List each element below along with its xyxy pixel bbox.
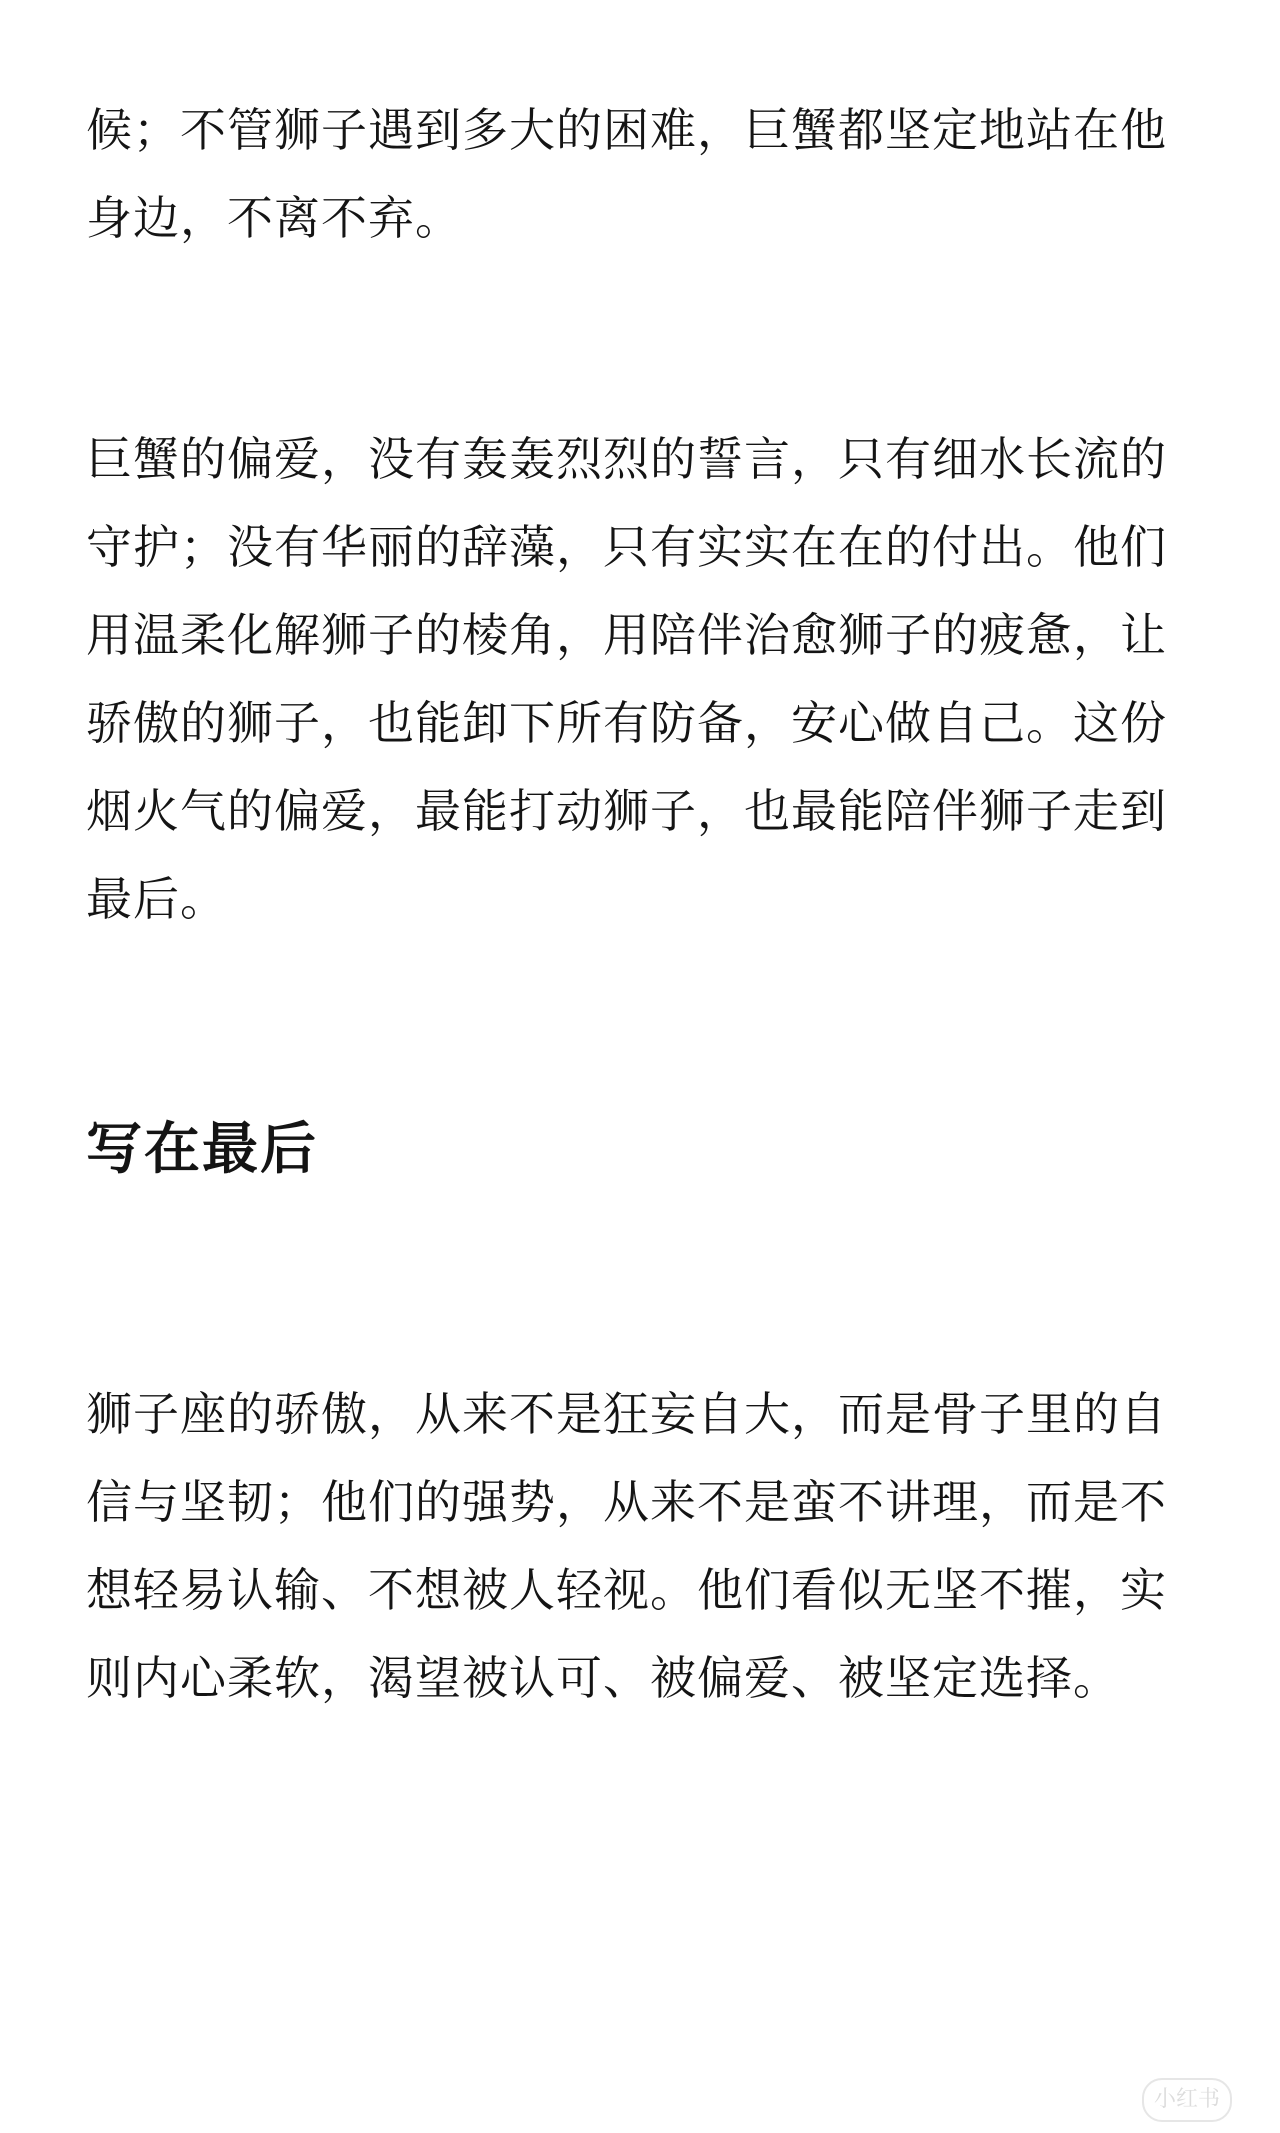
watermark-logo: 小红书 [1142,2078,1232,2122]
closing-paragraph: 狮子座的骄傲，从来不是狂妄自大，而是骨子里的自信与坚韧；他们的强势，从来不是蛮不讲理，而是不想轻易认输、不想被人轻视。他们看似无坚不摧，实则内心柔软，渴望被认可、被偏爱、被坚定选择。 [86,1387,1167,1705]
paragraph-1: 候；不管狮子遇到多大的困难，巨蟹都坚定地站在他身边，不离不弃。 [86,103,1167,245]
paragraph-2: 巨蟹的偏爱，没有轰轰烈烈的誓言，只有细水长流的守护；没有华丽的辞藻，只有实实在在的付出。他们用温柔化解狮子的棱角，用陪伴治愈狮子的疲惫，让骄傲的狮子，也能卸下所有防备，安心做自己。这份烟火气的偏爱，最能打动狮子，也最能陪伴狮子走到最后。 [86,432,1167,926]
section-heading: 写在最后 [86,1117,318,1182]
